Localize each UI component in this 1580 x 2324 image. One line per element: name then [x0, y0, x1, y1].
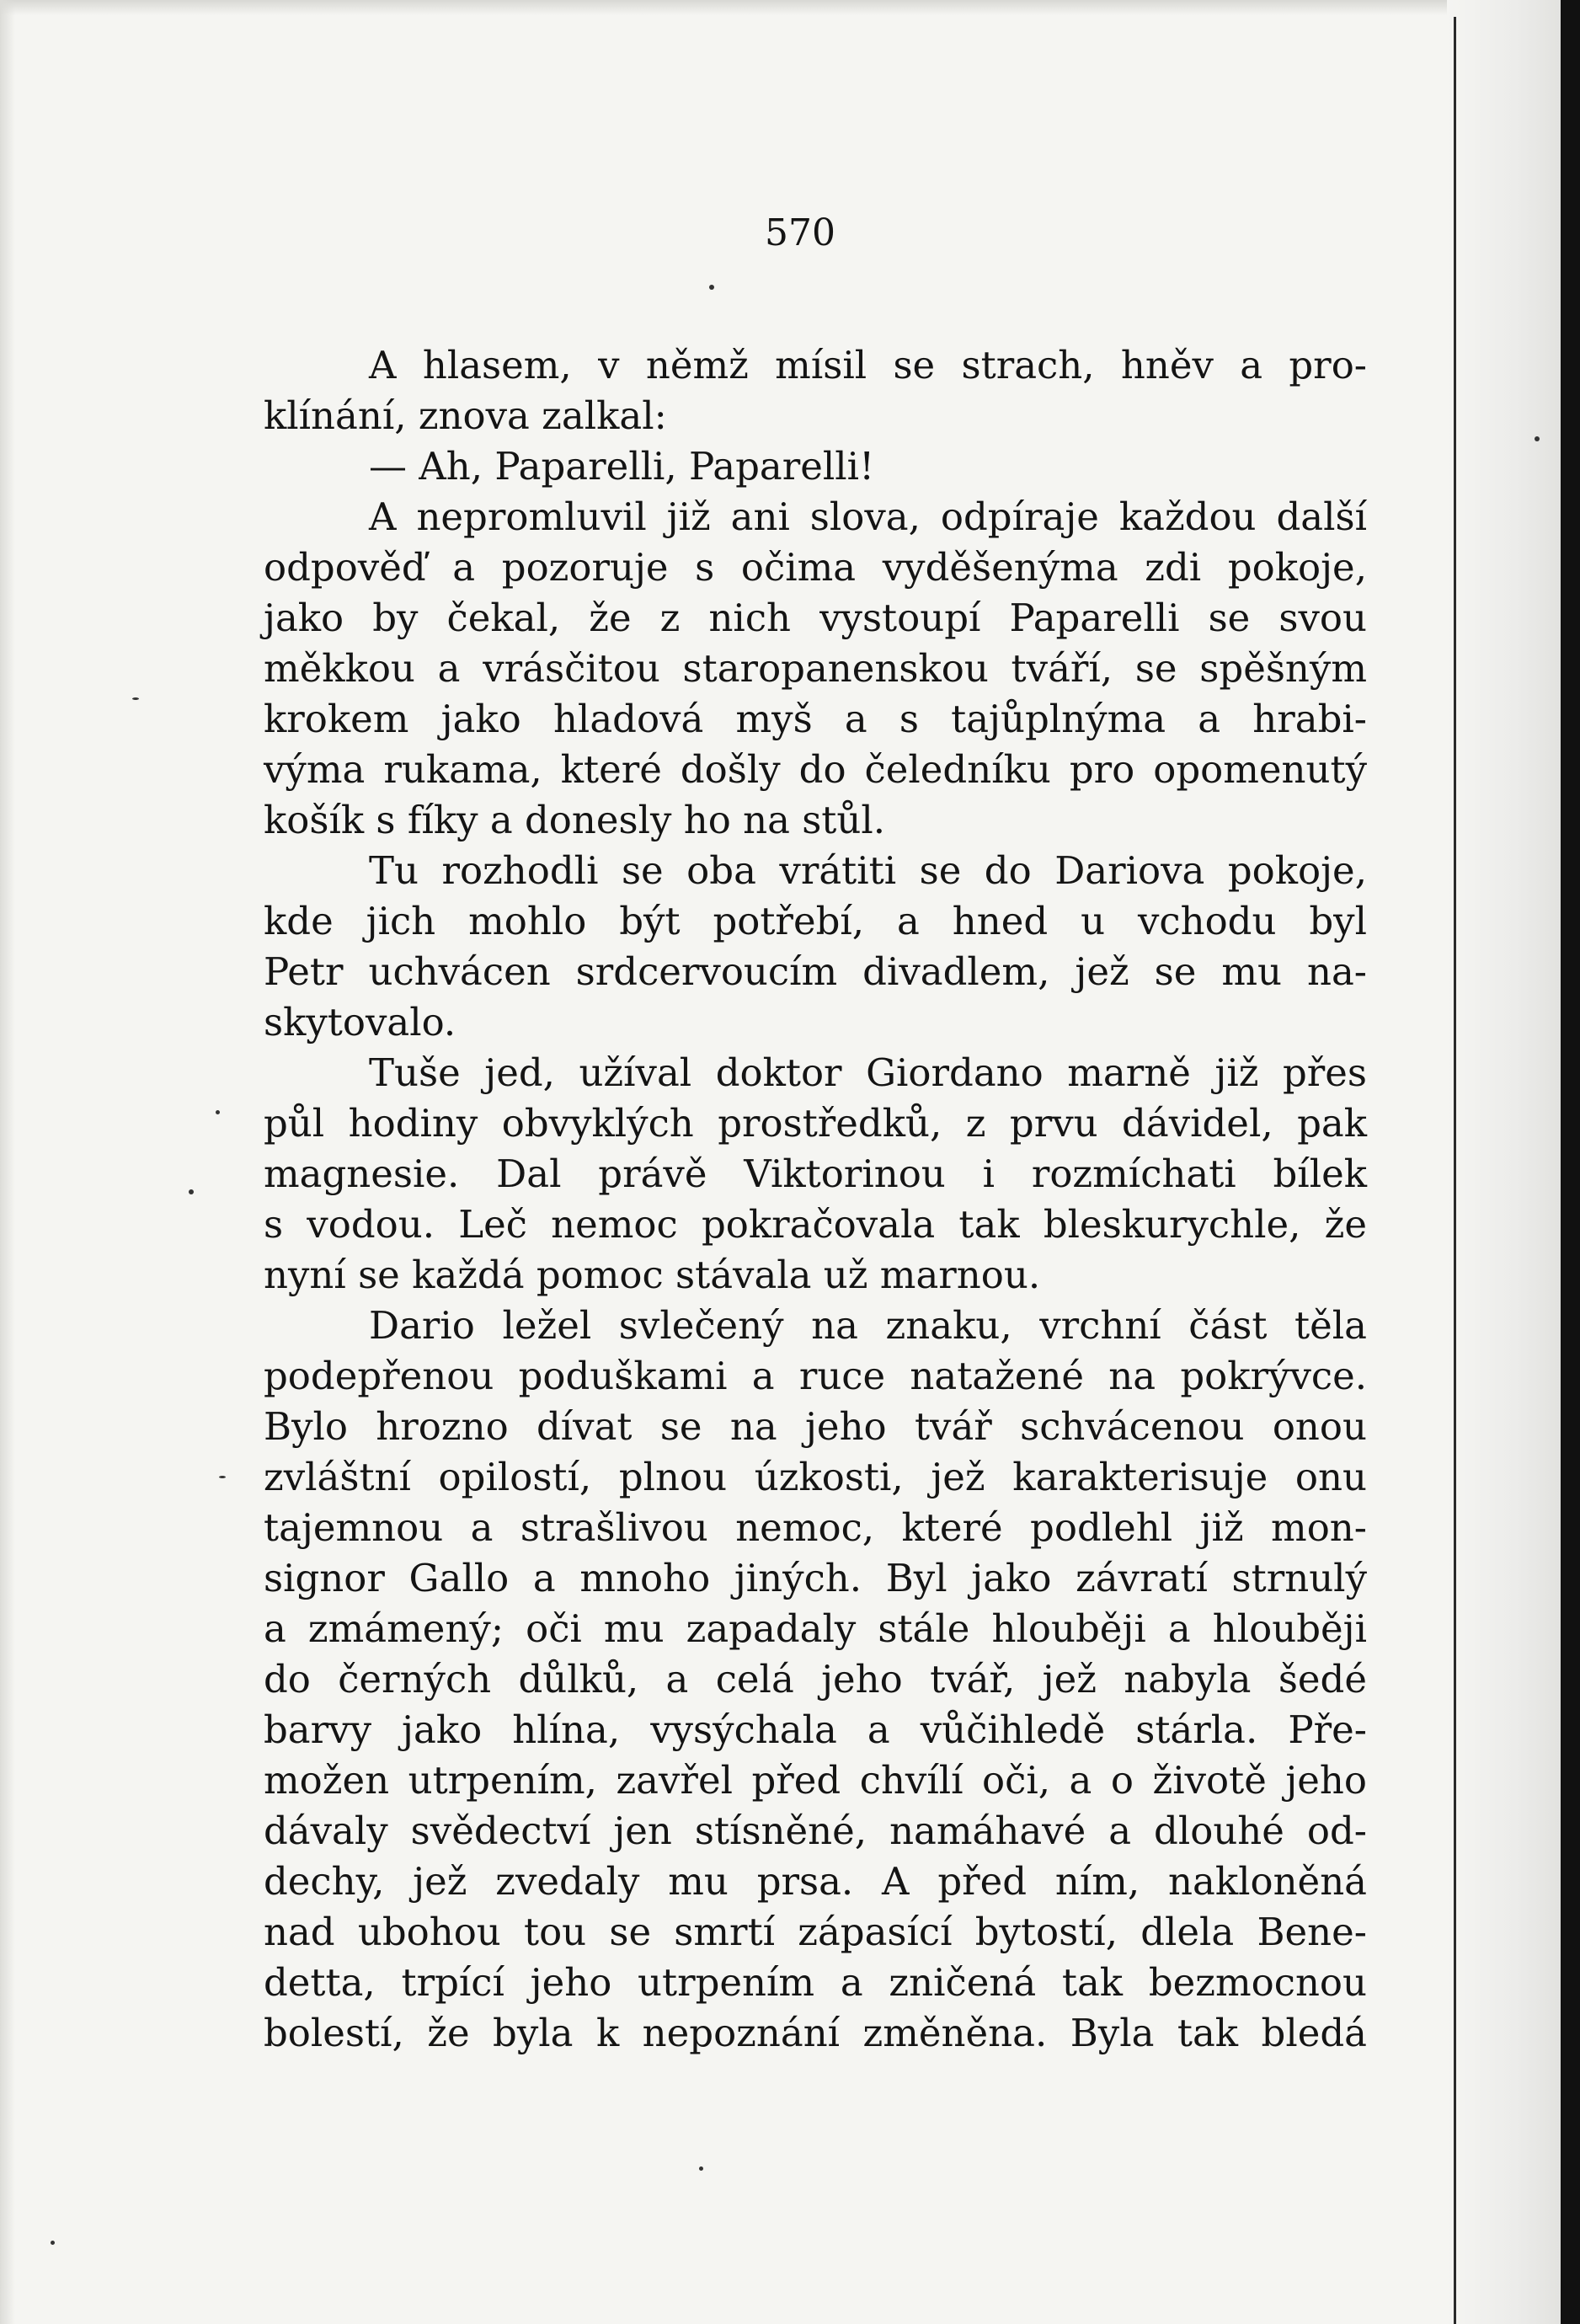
- text-line: podepřenou poduškami a ruce natažené na pokrývce.: [264, 1354, 1367, 1398]
- text-line: signor Gallo a mnoho jiných. Byl jako závratí strnulý: [264, 1556, 1367, 1600]
- text-line: bolestí, že byla k nepoznání změněna. Byla tak bledá: [264, 2011, 1367, 2055]
- text-line: barvy jako hlína, vysýchala a vůčihledě stárla. Pře-: [264, 1707, 1367, 1752]
- binding-edge-line: [1454, 17, 1456, 2324]
- text-line: výma rukama, které došly do čeledníku pro opomenutý: [264, 747, 1367, 792]
- text-line: A hlasem, v němž mísil se strach, hněv a pro-: [369, 343, 1367, 387]
- text-line: dávaly svědectví jen stísněné, namáhavé a dlouhé od-: [264, 1808, 1367, 1853]
- text-line: měkkou a vrásčitou staropanenskou tváří, se spěšným: [264, 646, 1367, 691]
- text-line: do černých důlků, a celá jeho tvář, jež nabyla šedé: [264, 1657, 1367, 1702]
- dust-speck: [189, 1189, 194, 1194]
- text-line: krokem jako hladová myš a s tajůplnýma a hrabi-: [264, 697, 1367, 741]
- dust-speck: [216, 1110, 220, 1114]
- dust-speck: [51, 2241, 55, 2245]
- text-line: a zmámený; oči mu zapadaly stále hlouběji a hlouběji: [264, 1606, 1367, 1651]
- page-number: 570: [765, 211, 835, 254]
- text-line: Bylo hrozno dívat se na jeho tvář schvácenou onou: [264, 1404, 1367, 1449]
- text-line: jako by čekal, že z nich vystoupí Paparelli se svou: [264, 596, 1367, 640]
- dust-speck: [709, 285, 714, 290]
- body-text: [264, 340, 1367, 2059]
- text-line: klínání, znova zalkal:: [264, 393, 667, 438]
- text-line: s vodou. Leč nemoc pokračovala tak bleskurychle, že: [264, 1202, 1367, 1247]
- dust-speck: [219, 1476, 226, 1478]
- text-line: nad ubohou tou se smrtí zápasící bytostí, dlela Bene-: [264, 1910, 1367, 1954]
- text-line: možen utrpením, zavřel před chvílí oči, a o životě jeho: [264, 1758, 1367, 1803]
- text-line: kde jich mohlo být potřebí, a hned u vchodu byl: [264, 899, 1367, 943]
- text-line: — Ah, Paparelli, Paparelli!: [369, 444, 875, 489]
- text-line: Tu rozhodli se oba vrátiti se do Dariova pokoje,: [369, 848, 1367, 893]
- text-line: Tuše jed, užíval doktor Giordano marně již přes: [369, 1050, 1367, 1095]
- text-line: dechy, jež zvedaly mu prsa. A před ním, nakloněná: [264, 1859, 1367, 1904]
- text-line: A nepromluvil již ani slova, odpíraje každou další: [369, 494, 1367, 539]
- dust-speck: [1535, 436, 1540, 441]
- text-line: Petr uchvácen srdcervoucím divadlem, jež se mu na-: [264, 949, 1367, 994]
- text-line: půl hodiny obvyklých prostředků, z prvu dávidel, pak: [264, 1101, 1367, 1146]
- text-line: zvláštní opilostí, plnou úzkosti, jež karakterisuje onu: [264, 1455, 1367, 1499]
- text-line: detta, trpící jeho utrpením a zničená tak bezmocnou: [264, 1960, 1367, 2005]
- text-line: skytovalo.: [264, 1000, 456, 1044]
- binding-gutter: [1447, 0, 1561, 2324]
- page-left-shadow: [0, 0, 15, 2324]
- text-line: nyní se každá pomoc stávala už marnou.: [264, 1253, 1041, 1297]
- text-line: odpověď a pozoruje s očima vyděšenýma zdi pokoje,: [264, 545, 1367, 590]
- text-line: tajemnou a strašlivou nemoc, které podlehl již mon-: [264, 1505, 1367, 1550]
- text-line: Dario ležel svlečený na znaku, vrchní část těla: [369, 1303, 1367, 1348]
- dust-speck: [699, 2166, 703, 2171]
- text-line: magnesie. Dal právě Viktorinou i rozmíchati bílek: [264, 1151, 1367, 1196]
- dust-speck: [132, 697, 139, 700]
- text-line: košík s fíky a donesly ho na stůl.: [264, 798, 886, 842]
- binding-dark-edge: [1561, 0, 1580, 2324]
- page-top-shadow: [0, 0, 1580, 15]
